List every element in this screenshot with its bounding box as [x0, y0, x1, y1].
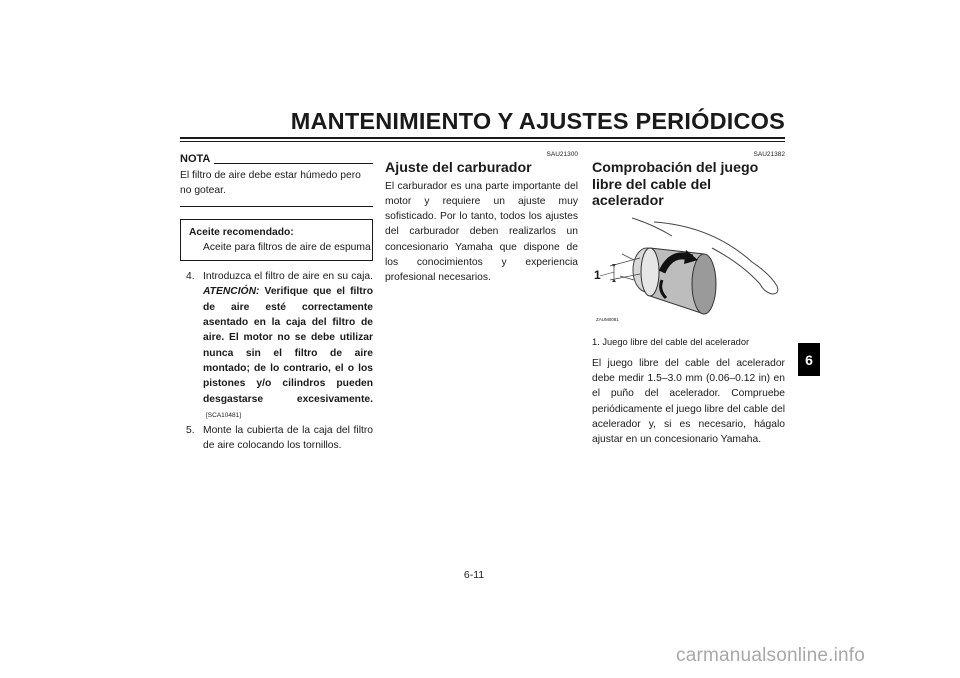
section-heading: Ajuste del carburador [385, 160, 532, 176]
section-code: SAU21300 [546, 151, 578, 158]
nota-header [180, 150, 373, 167]
warning-code: [SCA10481] [206, 411, 242, 419]
step-number: 4. [186, 271, 195, 283]
section-heading: Comprobación del juego libre del cable del acelerador [592, 160, 759, 209]
throttle-grip-figure [592, 214, 785, 332]
figure-code: ZAUM0081 [596, 317, 619, 323]
list-item [180, 423, 373, 454]
section-code: SAU21382 [753, 151, 785, 158]
step-text [203, 269, 373, 423]
step-number: 5. [186, 425, 195, 437]
warning-block [203, 286, 373, 404]
box-value: Aceite para filtros de aire de espuma [203, 241, 371, 253]
nota-rule [180, 206, 373, 207]
step-4-text: Introduzca el filtro de aire en su caja. [203, 271, 373, 283]
title-rule-thin [180, 141, 785, 142]
nota-text: El filtro de aire debe estar húmedo pero no gotear. [180, 170, 361, 197]
nota-label: NOTA [180, 152, 211, 165]
chapter-tab: 6 [798, 343, 820, 376]
section-body: El juego libre del cable del acelerador debe medir 1.5–3.0 mm (0.06–0.12 in) en el puño del acelerador. Compruebe periódicamente el juego libre del cable del acelerador y, si es necesario, hágalo ajustar en un concesionario Yamaha. [592, 357, 785, 446]
throttle-grip-illustration [592, 214, 785, 332]
box-title: Aceite recomendado: [189, 226, 294, 238]
warning-text: Verifique que el filtro de aire esté correctamente asentado en la caja del filtro de aire. El motor no se debe utilizar nunca sin el filtro de aire montado; de lo contrario, el o los pistones y/o cilindros pueden desgastarse excesivamente. [203, 286, 373, 405]
figure-caption: 1. Juego libre del cable del acelerador [592, 336, 750, 347]
warning-lead: ATENCIÓN: [203, 286, 260, 298]
middle-column [385, 150, 578, 286]
title-rule [180, 137, 785, 139]
step-5-text: Monte la cubierta de la caja del filtro de aire colocando los tornillos. [203, 425, 373, 452]
list-item [180, 269, 373, 423]
left-column [180, 150, 373, 454]
page-number: 6-11 [463, 569, 485, 581]
callout-number: 1 [594, 267, 601, 282]
watermark: carmanualsonline.info [676, 645, 866, 666]
section-body: El carburador es una parte importante del motor y requiere un ajuste muy sofisticado. Por lo tanto, todos los ajustes del carburador deben realizarlos un concesionario Yamaha que dispone de los conocimientos y experiencia profesional necesarios. [385, 180, 578, 284]
page-title: MANTENIMIENTO Y AJUSTES PERIÓDICOS [290, 108, 785, 134]
nota-line [214, 163, 373, 164]
right-column [592, 150, 785, 448]
steps-list [180, 269, 373, 454]
recommended-oil-box [180, 219, 373, 262]
